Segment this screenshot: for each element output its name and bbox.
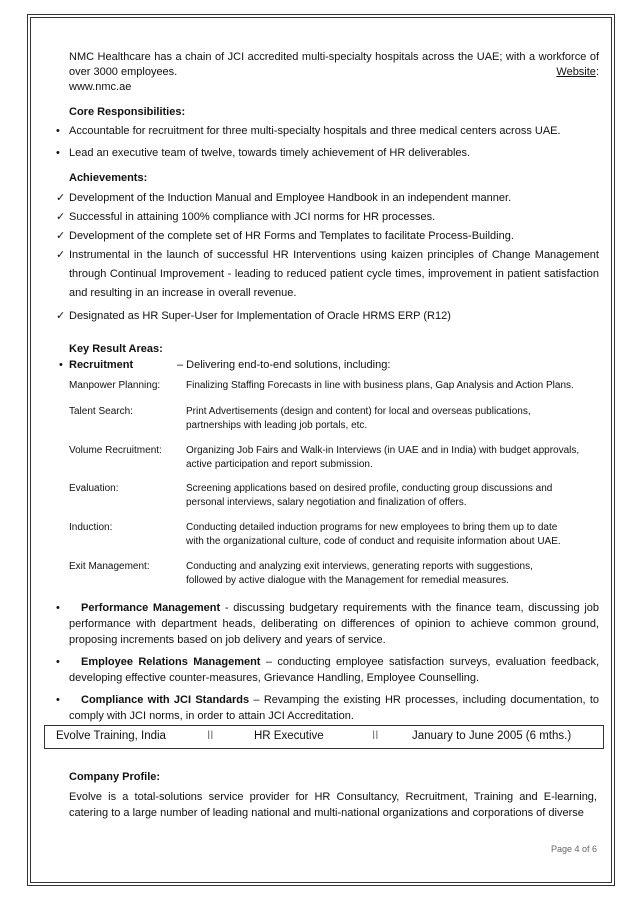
kra-line: Conducting detailed induction programs for new employees to bring them up to date bbox=[186, 522, 558, 533]
kra-line: with the organizational culture, code of conduct and requisite information about UAE. bbox=[186, 536, 561, 547]
bullet-icon: • bbox=[56, 147, 60, 159]
kra-heading: Key Result Areas: bbox=[69, 343, 163, 355]
kra-line: personal interviews, salary negotiation and finalization of offers. bbox=[186, 497, 467, 508]
core-item bbox=[54, 146, 599, 161]
kra-desc bbox=[186, 482, 599, 510]
core-item-text: Lead an executive team of twelve, towards timely achievement of HR deliverables. bbox=[69, 147, 471, 159]
kra-label: Manpower Planning: bbox=[69, 380, 161, 391]
kra-desc bbox=[186, 379, 599, 393]
achievement-text: Development of the complete set of HR Forms and Templates to facilitate Process-Building. bbox=[69, 230, 514, 242]
kra-more-text: - discussing budgetary requirements with the finance team, discussing job performance with department heads, deliberating on differences of opinion to achieve common ground, proposing increments based on job delivery and years of service. bbox=[69, 602, 599, 646]
kra-row bbox=[69, 405, 599, 433]
kra-label: Talent Search: bbox=[69, 406, 133, 417]
kra-line: active participation and report submission. bbox=[186, 459, 373, 470]
kra-label: Induction: bbox=[69, 522, 113, 533]
bullet-icon: • bbox=[56, 694, 60, 706]
core-item-text: Accountable for recruitment for three multi-specialty hospitals and three medical centers across UAE. bbox=[69, 125, 561, 137]
kra-line: Organizing Job Fairs and Walk-in Interviews (in UAE and in India) with budget approvals, bbox=[186, 445, 580, 456]
kra-recruitment bbox=[54, 358, 599, 373]
achievement-item bbox=[54, 307, 599, 326]
kra-more-list bbox=[54, 600, 599, 724]
kra-row bbox=[69, 482, 599, 510]
kra-row bbox=[69, 444, 599, 472]
achievement-item bbox=[54, 208, 599, 227]
kra-more-title: Employee Relations Management bbox=[81, 656, 261, 668]
kra-more-title: Compliance with JCI Standards bbox=[81, 694, 250, 706]
kra-row bbox=[69, 379, 599, 393]
achievements-list bbox=[54, 189, 599, 326]
achievement-text: Development of the Induction Manual and Employee Handbook in an independent manner. bbox=[69, 192, 512, 204]
bullet-icon: • bbox=[56, 602, 60, 614]
kra-desc bbox=[186, 444, 599, 472]
achievement-text: Designated as HR Super-User for Implementation of Oracle HRMS ERP (R12) bbox=[69, 310, 451, 322]
kra-row bbox=[69, 560, 599, 588]
core-list bbox=[54, 124, 599, 161]
kra-more-text: – Revamping the existing HR processes, including documentation, to comply with JCI norms, in order to attain JCI Accreditation. bbox=[69, 694, 600, 722]
kra-line: Screening applications based on desired profile, conducting group discussions and bbox=[186, 483, 553, 494]
kra-label: Volume Recruitment: bbox=[69, 445, 162, 456]
achievement-item bbox=[54, 246, 599, 303]
achievement-text: Successful in attaining 100% compliance with JCI norms for HR processes. bbox=[69, 211, 436, 223]
checkmark-icon: ✓ bbox=[56, 230, 66, 242]
profile-text: Evolve is a total-solutions service provider for HR Consultancy, Recruitment, Training and E-learning, catering to a large number of leading national and multi-national organizations and corporations of diverse bbox=[69, 791, 597, 819]
website-url: www.nmc.ae bbox=[69, 81, 132, 93]
company-profile bbox=[69, 769, 597, 821]
kra-more-title: Performance Management bbox=[81, 602, 221, 614]
page-number: Page 4 of 6 bbox=[550, 844, 597, 854]
profile-heading: Company Profile: bbox=[69, 771, 161, 783]
company-intro bbox=[54, 50, 599, 95]
kra-desc bbox=[186, 405, 599, 433]
checkmark-icon: ✓ bbox=[56, 249, 66, 261]
kra-line: Conducting and analyzing exit interviews, generating reports with suggestions, bbox=[186, 561, 533, 572]
bullet-icon: • bbox=[56, 656, 60, 668]
kra-line: partnerships with leading job portals, etc. bbox=[186, 420, 368, 431]
intro-text: NMC Healthcare has a chain of JCI accredited multi-specialty hospitals across the UAE; with a workforce of over 3000 employees. bbox=[69, 51, 599, 78]
kra-more-item bbox=[54, 692, 599, 724]
achievements-heading: Achievements: bbox=[69, 172, 148, 184]
job-title: HR Executive bbox=[254, 730, 324, 742]
bullet-icon: • bbox=[56, 125, 60, 137]
job-header-box bbox=[44, 725, 604, 749]
website-label: Website bbox=[556, 66, 596, 78]
kra-label: Evaluation: bbox=[69, 483, 119, 494]
bullet-icon: • bbox=[59, 359, 63, 371]
kra-row bbox=[69, 521, 599, 549]
kra-more-text: – conducting employee satisfaction surveys, evaluation feedback, developing effective counter-measures, Grievance Handling, Employee Counselling. bbox=[69, 656, 600, 684]
kra-line: followed by active dialogue with the Management for remedial measures. bbox=[186, 575, 509, 586]
checkmark-icon: ✓ bbox=[56, 310, 66, 322]
kra-more-item bbox=[54, 654, 599, 686]
kra-desc bbox=[186, 521, 599, 549]
achievement-item bbox=[54, 189, 599, 208]
kra-more-item bbox=[54, 600, 599, 648]
job-period: January to June 2005 (6 mths.) bbox=[412, 730, 572, 742]
recruitment-desc: – Delivering end-to-end solutions, including: bbox=[177, 359, 391, 371]
website-colon: : bbox=[595, 66, 599, 78]
kra-desc bbox=[186, 560, 599, 588]
achievement-item bbox=[54, 227, 599, 246]
achievement-text: Instrumental in the launch of successful HR Interventions using kaizen principles of Change Management through Continual Improvement - leading to reduced patient cycle times, improvement in patient satisfaction and resulting in an increase in overall revenue. bbox=[69, 249, 599, 299]
core-item bbox=[54, 124, 599, 139]
job-separator: II bbox=[372, 730, 379, 742]
page-content bbox=[54, 50, 599, 724]
kra-line: Finalizing Staffing Forecasts in line with business plans, Gap Analysis and Action Plans. bbox=[186, 380, 574, 391]
core-heading: Core Responsibilities: bbox=[69, 106, 186, 118]
checkmark-icon: ✓ bbox=[56, 211, 66, 223]
checkmark-icon: ✓ bbox=[56, 192, 66, 204]
kra-label: Exit Management: bbox=[69, 561, 150, 572]
job-separator: II bbox=[207, 730, 214, 742]
kra-line: Print Advertisements (design and content) for local and overseas publications, bbox=[186, 406, 531, 417]
job-company: Evolve Training, India bbox=[56, 730, 166, 742]
kra-table bbox=[54, 379, 599, 588]
recruitment-label: Recruitment bbox=[69, 359, 134, 371]
